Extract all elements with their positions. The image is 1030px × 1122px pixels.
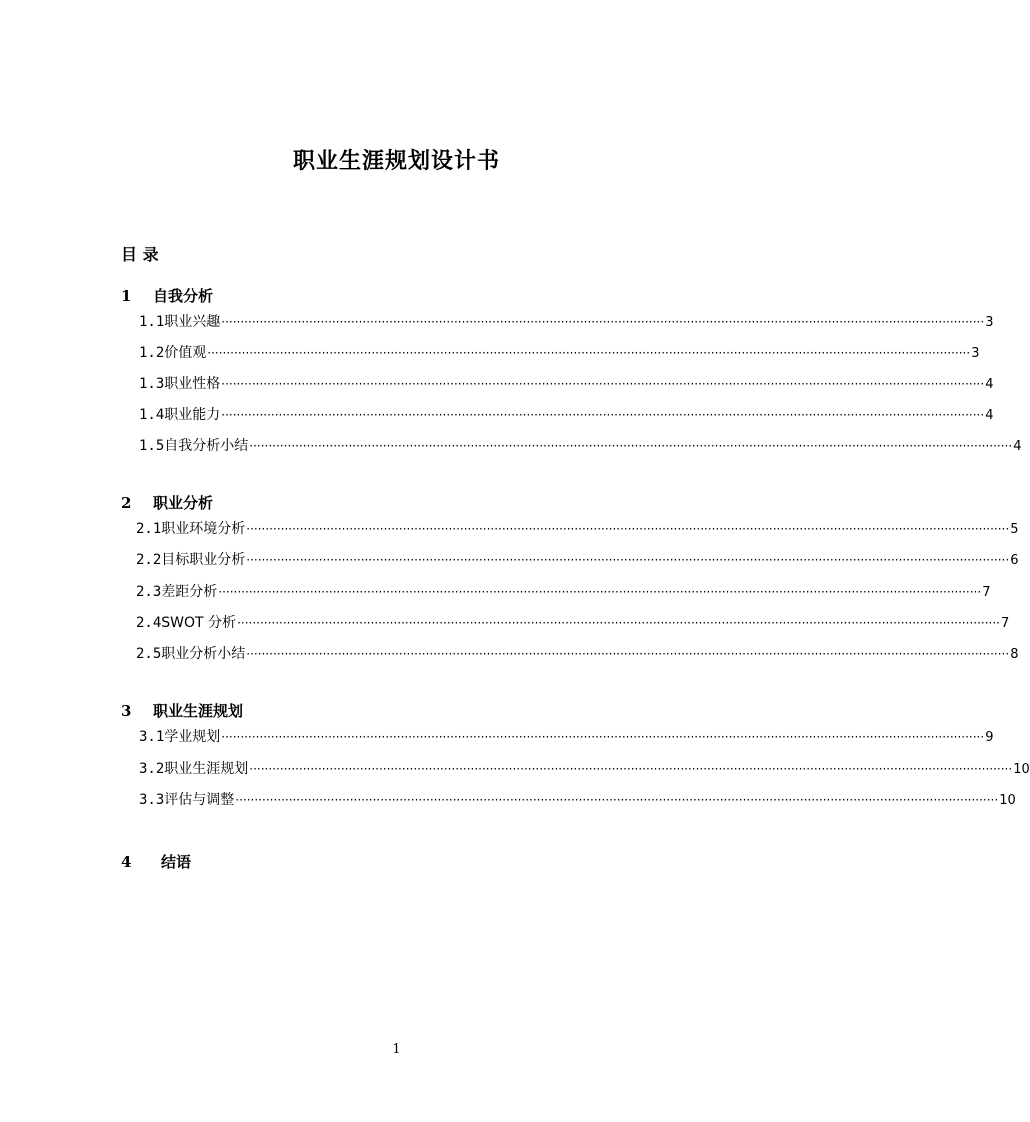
toc-entry-3-3[interactable] <box>139 789 1016 809</box>
leader-dots: ········································································································································································································ <box>235 793 999 807</box>
entry-label: 价值观 <box>164 345 207 361</box>
toc-entry-2-4[interactable] <box>136 612 1010 632</box>
entry-page: 4 <box>1013 439 1022 454</box>
entry-page: 6 <box>1010 553 1019 568</box>
entry-page: 8 <box>1010 647 1019 662</box>
entry-label: 职业生涯规划 <box>164 761 249 777</box>
entry-label: 职业环境分析 <box>161 521 246 537</box>
page-number: 1 <box>392 1042 401 1057</box>
entry-number: 1.5 <box>139 438 165 454</box>
entry-page: 10 <box>999 793 1016 808</box>
entry-page: 4 <box>985 377 994 392</box>
leader-dots: ········································································································································································································ <box>218 585 982 599</box>
entry-number: 1.4 <box>139 407 165 423</box>
entry-label: SWOT 分析 <box>161 615 237 631</box>
entry-number: 2.1 <box>136 521 162 537</box>
entry-page: 3 <box>985 315 994 330</box>
entry-number: 3.1 <box>139 729 165 745</box>
entry-label: 职业性格 <box>164 376 221 392</box>
entry-page: 5 <box>1010 522 1019 537</box>
entry-number: 2.5 <box>136 646 162 662</box>
toc-entry-2-1[interactable] <box>136 518 1019 538</box>
section-number: 2 <box>121 494 132 512</box>
leader-dots: ········································································································································································································ <box>207 346 971 360</box>
toc-entry-2-3[interactable] <box>136 581 991 601</box>
leader-dots: ········································································································································································································ <box>246 553 1010 567</box>
entry-number: 3.3 <box>139 792 165 808</box>
toc-section-4[interactable] <box>121 851 191 872</box>
toc-entry-1-2[interactable] <box>139 342 980 362</box>
toc-section-3[interactable] <box>121 700 243 721</box>
entry-number: 1.1 <box>139 314 165 330</box>
entry-label: 目标职业分析 <box>161 552 246 568</box>
toc-entry-1-5[interactable] <box>139 435 1022 455</box>
entry-label: 评估与调整 <box>164 792 235 808</box>
toc-entry-3-1[interactable] <box>139 726 994 746</box>
entry-page: 7 <box>982 585 991 600</box>
leader-dots: ········································································································································································································ <box>221 408 985 422</box>
leader-dots: ········································································································································································································ <box>221 315 985 329</box>
entry-page: 4 <box>985 408 994 423</box>
section-number: 1 <box>121 287 132 305</box>
leader-dots: ········································································································································································································ <box>246 522 1010 536</box>
entry-number: 3.2 <box>139 761 165 777</box>
leader-dots: ········································································································································································································ <box>246 647 1010 661</box>
entry-page: 10 <box>1013 762 1030 777</box>
leader-dots: ········································································································································································································ <box>249 439 1013 453</box>
toc-entry-1-4[interactable] <box>139 404 994 424</box>
toc-section-2[interactable] <box>121 492 213 513</box>
section-number: 3 <box>121 702 132 720</box>
toc-entry-1-1[interactable] <box>139 311 994 331</box>
document-title: 职业生涯规划设计书 <box>292 148 500 174</box>
leader-dots: ········································································································································································································ <box>237 616 1000 630</box>
toc-entry-1-3[interactable] <box>139 373 994 393</box>
toc-entry-2-2[interactable] <box>136 549 1019 569</box>
entry-label: 职业分析小结 <box>161 646 246 662</box>
entry-label: 自我分析小结 <box>164 438 249 454</box>
entry-label: 学业规划 <box>164 729 221 745</box>
entry-number: 2.4 <box>136 615 162 631</box>
entry-label: 职业兴趣 <box>164 314 221 330</box>
entry-number: 2.3 <box>136 584 162 600</box>
leader-dots: ········································································································································································································ <box>221 730 985 744</box>
entry-page: 7 <box>1000 616 1010 631</box>
section-title: 职业分析 <box>153 494 214 512</box>
section-number: 4 <box>121 853 132 871</box>
entry-number: 1.2 <box>139 345 165 361</box>
entry-number: 2.2 <box>136 552 162 568</box>
entry-label: 职业能力 <box>164 407 221 423</box>
leader-dots: ········································································································································································································ <box>221 377 985 391</box>
entry-label: 差距分析 <box>161 584 218 600</box>
toc-entry-3-2[interactable] <box>139 758 1030 778</box>
entry-number: 1.3 <box>139 376 165 392</box>
entry-page: 9 <box>985 730 994 745</box>
section-title: 结语 <box>161 853 192 871</box>
section-title: 职业生涯规划 <box>153 702 244 720</box>
section-title: 自我分析 <box>153 287 214 305</box>
toc-section-1[interactable] <box>121 285 213 306</box>
toc-heading: 目 录 <box>121 245 159 264</box>
entry-page: 3 <box>971 346 980 361</box>
leader-dots: ········································································································································································································ <box>249 762 1013 776</box>
toc-entry-2-5[interactable] <box>136 643 1019 663</box>
